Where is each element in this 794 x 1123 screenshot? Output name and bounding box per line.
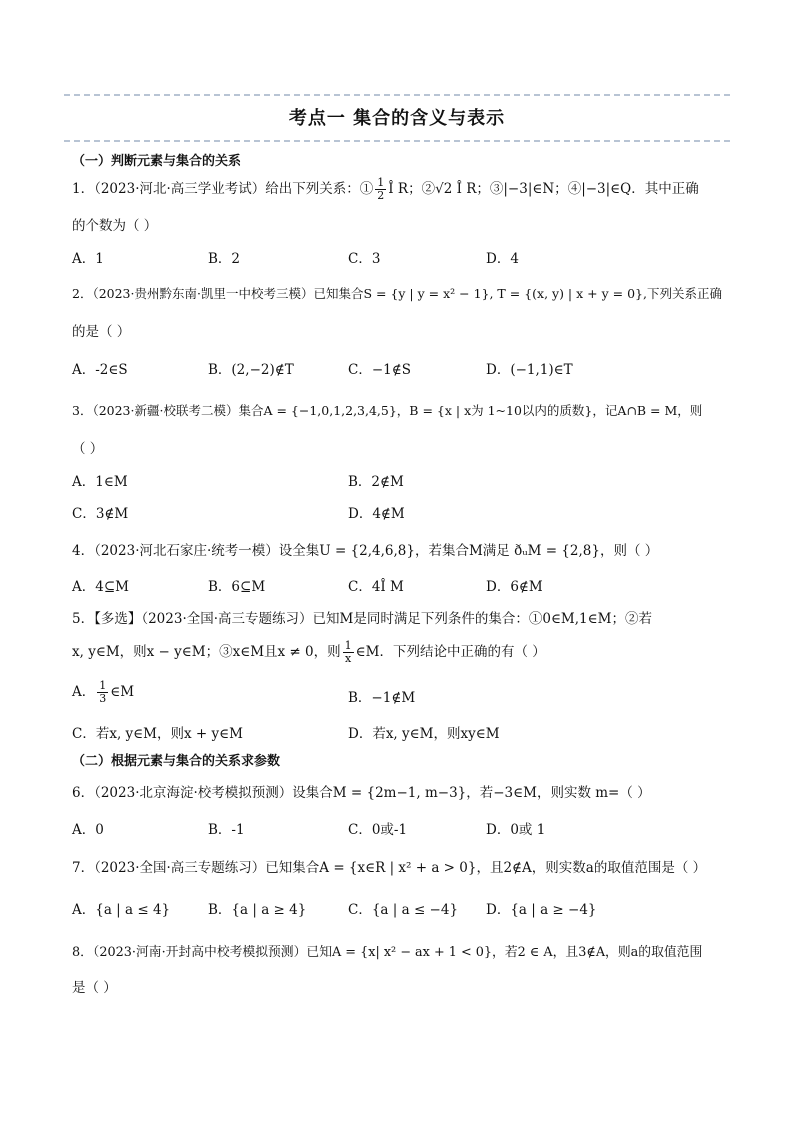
bottom-dashed-rule — [64, 140, 730, 142]
q7-option-d: D．{a | a ≥ −4} — [486, 902, 597, 918]
q5-option-c: C．若x, y∈M，则x + y∈M — [72, 726, 243, 742]
section-heading-1: （一）判断元素与集合的关系 — [72, 154, 242, 169]
question-5: 5．【多选】（2023·全国·高三专题练习）已知M是同时满足下列条件的集合：①0∈M,1∈M；②若 — [72, 611, 652, 627]
q1-fraction: $\frac{1}{2}$ — [377, 176, 385, 202]
q6-option-a: A．0 — [72, 822, 104, 838]
q2-option-a: A．-2∈S — [72, 362, 128, 378]
q4-option-d: D．6∉M — [486, 579, 543, 595]
page-title: 考点一 集合的含义与表示 — [288, 108, 506, 129]
q1-option-a: A．1 — [72, 251, 104, 267]
q1-source: （2023·河北·高三学业考试）给出下列关系： — [94, 181, 360, 197]
top-dashed-rule — [64, 94, 730, 96]
q1-option-c: C．3 — [348, 251, 381, 267]
question-6: 6．（2023·北京海淀·校考模拟预测）设集合M = {2m−1, m−3}，若−3∈M，则实数 m=（ ） — [72, 785, 651, 801]
q8-line2: 是（ ） — [72, 980, 117, 996]
q7-option-a: A．{a | a ≤ 4} — [72, 902, 171, 918]
q3-option-a: A．1∈M — [72, 474, 128, 490]
q5-line2-a: x, y∈M，则x − y∈M；③x∈M且x ≠ 0，则 — [72, 644, 341, 660]
q1-option-b: B．2 — [208, 251, 241, 267]
q1-rel1: Î R； — [388, 181, 422, 197]
q1-rel4: |−3|∈Q．其中正确 — [581, 181, 699, 197]
q5-line2 — [72, 640, 546, 665]
q5-line2-b: ∈M．下列结论中正确的有（ ） — [355, 644, 546, 660]
q1-part2: ② — [421, 181, 436, 197]
question-4: 4．（2023·河北石家庄·统考一模）设全集U = {2,4,6,8}，若集合M满足 ðᵤM = {2,8}，则（ ） — [72, 543, 659, 559]
q1-part3: ③ — [489, 181, 504, 197]
q2-option-b: B．(2,−2)∉T — [208, 362, 294, 378]
question-2: 2．（2023·贵州黔东南·凯里一中校考三模）已知集合S = {y | y = x² − 1}, T = {(x, y) | x + y = 0},下列关系正确 — [72, 286, 722, 301]
q4-option-b: B．6⊆M — [208, 579, 266, 595]
q7-option-c: C．{a | a ≤ −4} — [348, 902, 459, 918]
question-1 — [72, 177, 699, 202]
q3-option-c: C．3∉M — [72, 506, 129, 522]
q5-fraction: $\frac{1}{x}$ — [344, 639, 352, 665]
q1-part1: ① — [359, 181, 374, 197]
q5-option-a: A． $\frac{1}{3}$ ∈M — [72, 679, 135, 705]
q5-option-d: D．若x, y∈M，则xy∈M — [348, 726, 500, 742]
question-8: 8．（2023·河南·开封高中校考模拟预测）已知A = {x| x² − ax + 1 < 0}，若2 ∈ A，且3∉A，则a的取值范围 — [72, 945, 703, 960]
q1-rel3: |−3|∈N； — [503, 181, 568, 197]
q7-option-b: B．{a | a ≥ 4} — [208, 902, 307, 918]
section-heading-2: （二）根据元素与集合的关系求参数 — [72, 754, 281, 769]
q3-line2: （ ） — [72, 441, 104, 457]
q1-number: 1． — [72, 181, 95, 197]
q6-option-b: B．-1 — [208, 822, 245, 838]
q1-rel2: √2 Î R； — [435, 181, 490, 197]
q6-option-d: D．0或 1 — [486, 822, 546, 838]
q2-option-d: D．(−1,1)∈T — [486, 362, 573, 378]
q2-option-c: C．−1∉S — [348, 362, 411, 378]
q4-option-c: C．4Î M — [348, 579, 404, 595]
q3-option-d: D．4∉M — [348, 506, 405, 522]
q1-option-d: D．4 — [486, 251, 519, 267]
q5-option-a-fraction: $\frac{1}{3}$ — [99, 679, 107, 705]
q6-option-c: C．0或-1 — [348, 822, 408, 838]
question-3: 3．（2023·新疆·校联考二模）集合A = {−1,0,1,2,3,4,5}，B = {x | x为 1~10以内的质数}，记A∩B = M，则 — [72, 403, 703, 418]
q2-line2: 的是（ ） — [72, 324, 131, 340]
q5-option-b: B．−1∉M — [348, 690, 416, 706]
q1-line2: 的个数为（ ） — [72, 218, 158, 234]
question-7: 7．（2023·全国·高三专题练习）已知集合A = {x∈R | x² + a > 0}，且2∉A，则实数a的取值范围是（ ） — [72, 860, 707, 876]
q3-option-b: B．2∉M — [348, 474, 404, 490]
q4-option-a: A．4⊆M — [72, 579, 129, 595]
q1-part4: ④ — [567, 181, 582, 197]
